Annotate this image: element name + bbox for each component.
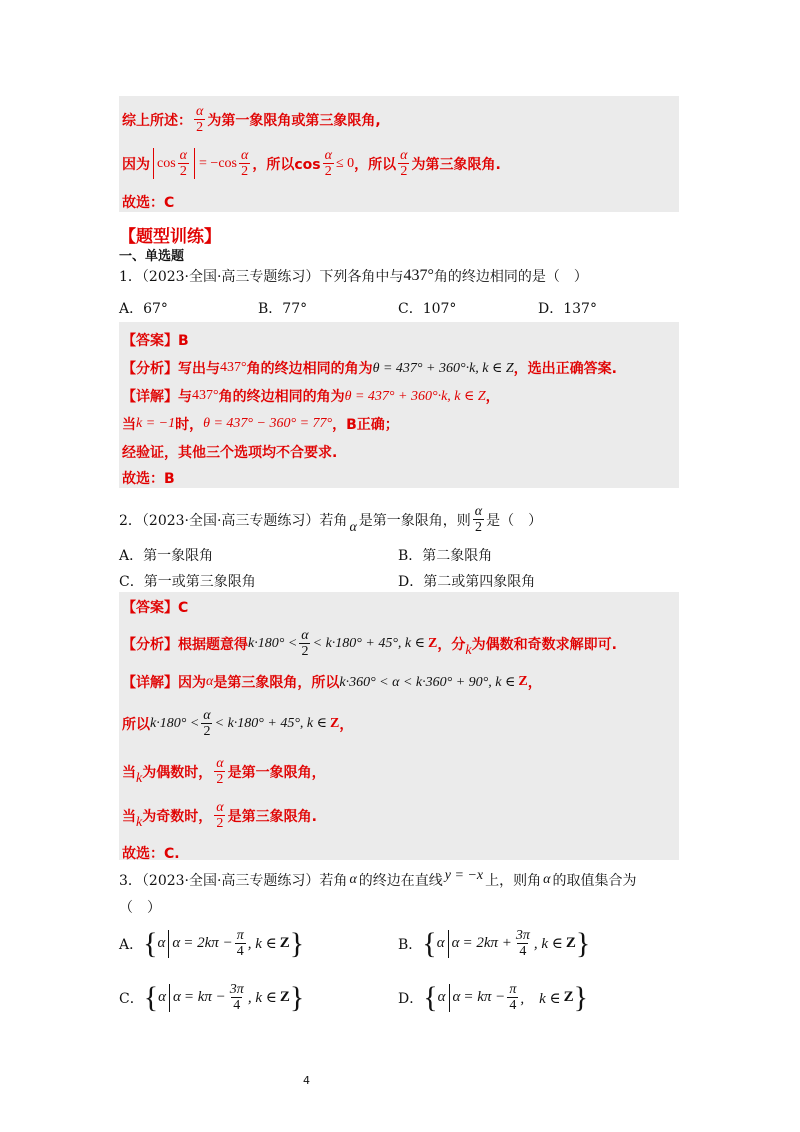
q1-when-k: k = −1 <box>136 416 176 431</box>
q2-option-d: D．第二或第四象限角 <box>398 574 536 590</box>
q2-analysis-mid: ，分 <box>437 636 466 653</box>
frac-num: α <box>324 148 332 163</box>
q1-detail-mid: 角的终边相同的角为 <box>218 389 345 405</box>
frac-num: α <box>301 628 309 643</box>
set-bar <box>168 930 169 958</box>
set-var-2: α <box>451 935 460 951</box>
q1-detail-formula: θ = 437° + 360°·k, k ∈ Z <box>344 388 486 404</box>
q2-analysis-z: Z <box>428 635 438 651</box>
right-brace: } <box>575 926 591 960</box>
frac-den: 2 <box>474 520 482 535</box>
q1-verify: 经验证，其他三个选项均不合要求. <box>122 445 338 461</box>
set-tail: , k ∈ <box>520 991 561 1007</box>
q3-option-a <box>119 928 304 959</box>
conclusion-text: 为第三象限角. <box>411 156 501 173</box>
frac-num: α <box>216 800 224 815</box>
set-z: Z <box>279 935 290 951</box>
q2-analysis <box>122 628 617 659</box>
set-bar <box>448 930 449 958</box>
set-tail: , k ∈ <box>533 936 563 952</box>
set-z: Z <box>279 989 290 1005</box>
q2-analysis-end: 为偶数和奇数求解即可. <box>471 636 617 653</box>
q3-option-b-label: B． <box>398 936 423 953</box>
so-text: ，所以cos <box>252 156 321 173</box>
left-brace: { <box>143 980 159 1014</box>
q2-option-a: A．第一象限角 <box>119 548 214 564</box>
frac-den: 2 <box>324 164 332 179</box>
q2-detail-z: Z <box>518 674 528 689</box>
q2-analysis-f2: < k·180° + 45°, k ∈ <box>312 636 426 651</box>
q2-odd-end: 是第三象限角. <box>227 808 317 825</box>
q1-when <box>122 414 399 434</box>
q3-alpha: α <box>349 872 357 887</box>
frac-num: π <box>236 928 244 943</box>
q2-option-c: C．第一或第三象限角 <box>119 574 256 590</box>
frac-den: 2 <box>196 120 204 135</box>
question-2 <box>119 504 542 535</box>
q3-option-d-label: D． <box>398 990 424 1007</box>
set-fraction <box>228 982 246 1013</box>
frac-num: α <box>179 148 188 163</box>
set-var: α <box>437 989 446 1005</box>
frac-den: 2 <box>400 164 408 179</box>
frac-den: 2 <box>216 816 224 831</box>
q3-alpha-2: α <box>543 872 551 887</box>
q2-detail-end: ， <box>527 675 542 691</box>
set-var: α <box>157 935 166 951</box>
set-var: α <box>158 989 166 1005</box>
q1-degree: 437° <box>403 267 434 284</box>
q1-option-b: B．77° <box>258 301 308 317</box>
q1-stem-end: 角的终边相同的是（ ） <box>433 269 588 285</box>
frac-den: 2 <box>216 772 224 787</box>
set-eq: = kπ − <box>463 989 506 1005</box>
q2-even-k: k <box>136 770 143 786</box>
q1-detail-end: ， <box>485 389 500 405</box>
question-1 <box>119 266 588 286</box>
frac-den: 4 <box>236 944 244 959</box>
right-brace: } <box>573 980 589 1014</box>
q3-option-b <box>398 928 590 959</box>
alpha-half-fraction <box>398 148 409 179</box>
alpha-half-fraction <box>214 800 225 831</box>
q1-when-mid: 时， <box>175 417 204 433</box>
q1-when-label: 当 <box>122 417 136 433</box>
frac-num: α <box>203 708 211 723</box>
set-tail: , k ∈ <box>247 936 277 952</box>
q3-option-c-label: C． <box>119 990 144 1007</box>
q2-even-mid: 为偶数时， <box>142 764 213 781</box>
q1-stem: 1．（2023·全国·高三专题练习）下列各角中与 <box>119 269 404 285</box>
q2-stem-end: 是（ ） <box>486 512 543 529</box>
frac-num: α <box>216 756 224 771</box>
q2-stem-mid: 是第一象限角，则 <box>358 512 471 529</box>
frac-num: 3π <box>515 928 530 943</box>
frac-den: 2 <box>179 164 187 179</box>
q2-so <box>122 708 353 739</box>
q2-analysis-f1: k·180° < <box>248 635 298 651</box>
q2-odd <box>122 800 317 831</box>
set-var-2: α <box>173 989 181 1005</box>
q2-detail-label: 【详解】因为 <box>122 675 206 691</box>
set-z: Z <box>565 935 576 951</box>
q2-detail-mid: 是第三象限角，所以 <box>213 675 340 691</box>
right-brace: } <box>289 980 305 1014</box>
q2-choose: 故选：C. <box>122 846 180 862</box>
q1-choose: 故选：B <box>122 471 175 487</box>
alpha-half-fraction <box>239 148 250 179</box>
alpha-half-fraction <box>201 708 212 739</box>
alpha-half-fraction <box>178 148 189 179</box>
set-fraction <box>507 982 518 1013</box>
set-tail: , k ∈ <box>247 990 277 1006</box>
q3-stem-end: 的取值集合为 <box>552 873 637 889</box>
set-eq: = 2kπ − <box>183 935 233 951</box>
summary-line <box>122 104 381 135</box>
question-3 <box>119 870 636 890</box>
set-var: α <box>436 935 445 951</box>
frac-den: 2 <box>203 724 211 739</box>
set-fraction <box>514 928 532 959</box>
alpha-half-fraction <box>214 756 225 787</box>
q1-option-c: C．107° <box>398 301 457 317</box>
because-label: 因为 <box>122 156 150 173</box>
eq-text: = −cos <box>199 155 237 171</box>
so-text-2: ，所以 <box>354 156 397 173</box>
q2-alpha: α <box>349 519 357 535</box>
q3-option-a-set <box>143 928 304 959</box>
set-z: Z <box>563 989 574 1005</box>
q2-so-f1: k·180° < <box>150 715 200 731</box>
frac-num: α <box>474 504 483 519</box>
frac-num: 3π <box>229 982 244 997</box>
q2-so-f2: < k·180° + 45°, k ∈ <box>214 716 328 731</box>
q1-analysis <box>122 358 617 378</box>
q2-so-end: ， <box>339 716 354 733</box>
q3-paren: （ ） <box>119 900 161 916</box>
q3-option-d-set <box>423 982 588 1013</box>
q3-line: y = −x <box>444 868 484 883</box>
q2-detail-formula: k·360° < α < k·360° + 90°, k ∈ <box>339 674 516 690</box>
q3-stem-mid: 的终边在直线 <box>358 873 443 889</box>
q1-option-d: D．137° <box>538 301 597 317</box>
q2-odd-mid: 为奇数时， <box>142 808 213 825</box>
frac-num: α <box>240 148 249 163</box>
left-brace: { <box>143 926 158 960</box>
choose-line-0: 故选：C <box>122 195 175 211</box>
set-var-2: α <box>172 935 181 951</box>
frac-den: 4 <box>509 998 517 1013</box>
q2-even-label: 当 <box>122 764 136 781</box>
q3-option-c-set <box>144 982 305 1013</box>
q3-stem-mid2: 上，则角 <box>485 873 542 889</box>
q2-answer: 【答案】C <box>122 600 189 616</box>
cos-text: cos <box>157 155 176 171</box>
alpha-half-fraction <box>473 504 484 535</box>
page-number: 4 <box>303 1074 310 1087</box>
q2-detail-alpha: α <box>206 674 214 689</box>
left-brace: { <box>423 980 438 1014</box>
abs-cos <box>153 148 195 179</box>
q3-option-a-label: A． <box>119 936 144 953</box>
frac-den: 4 <box>519 944 527 959</box>
q1-analysis-mid: 角的终边相同的角为 <box>246 361 373 377</box>
set-bar <box>449 984 450 1012</box>
q1-when-formula: θ = 437° − 360° = 77° <box>203 416 333 431</box>
set-eq: = 2kπ + <box>462 935 512 951</box>
frac-num: α <box>400 148 408 163</box>
alpha-half-fraction <box>323 148 334 179</box>
q3-option-d <box>398 982 588 1013</box>
set-bar <box>169 984 170 1012</box>
q3-option-c <box>119 982 304 1013</box>
q1-detail <box>122 386 500 406</box>
right-brace: } <box>289 926 305 960</box>
q1-analysis-end: ，选出正确答案. <box>513 361 617 377</box>
alpha-half-fraction <box>299 628 310 659</box>
q1-option-a: A．67° <box>119 301 168 317</box>
q2-odd-k: k <box>136 814 143 830</box>
alpha-half-fraction <box>194 104 205 135</box>
section-subtitle: 一、单选题 <box>119 249 185 264</box>
q1-analysis-degree: 437° <box>220 360 247 375</box>
q3-option-b-set <box>422 928 590 959</box>
q2-analysis-k: k <box>465 642 472 658</box>
set-fraction <box>235 928 246 959</box>
q1-answer: 【答案】B <box>122 333 189 349</box>
q2-analysis-label: 【分析】根据题意得 <box>122 636 248 653</box>
q1-detail-label: 【详解】与 <box>122 389 192 405</box>
q1-when-end: ，B正确； <box>332 417 399 433</box>
q1-analysis-formula: θ = 437° + 360°·k, k ∈ Z <box>372 360 514 376</box>
le-text: ≤ 0 <box>335 155 355 171</box>
frac-num: π <box>509 982 517 997</box>
section-title: 【题型训练】 <box>119 227 221 247</box>
frac-den: 2 <box>241 164 249 179</box>
because-line <box>122 148 501 179</box>
q2-even-end: 是第一象限角， <box>227 764 326 781</box>
q2-stem: 2．（2023·全国·高三专题练习）若角 <box>119 512 348 529</box>
q2-so-label: 所以 <box>122 716 150 733</box>
q2-even <box>122 756 326 787</box>
set-var-2: α <box>452 989 461 1005</box>
q2-so-z: Z <box>330 715 340 731</box>
summary-label: 综上所述： <box>122 112 192 129</box>
frac-den: 4 <box>233 998 241 1013</box>
set-eq: = kπ − <box>183 989 226 1005</box>
q1-analysis-label: 【分析】写出与 <box>122 361 220 377</box>
frac-den: 2 <box>301 644 309 659</box>
q1-detail-degree: 437° <box>192 388 219 403</box>
summary-text: 为第一象限角或第三象限角, <box>207 112 381 129</box>
q2-odd-label: 当 <box>122 808 136 825</box>
left-brace: { <box>422 926 437 960</box>
q3-stem: 3．（2023·全国·高三专题练习）若角 <box>119 873 348 889</box>
frac-num: α <box>196 104 204 119</box>
q2-option-b: B．第二象限角 <box>398 548 493 564</box>
q2-detail <box>122 672 542 692</box>
